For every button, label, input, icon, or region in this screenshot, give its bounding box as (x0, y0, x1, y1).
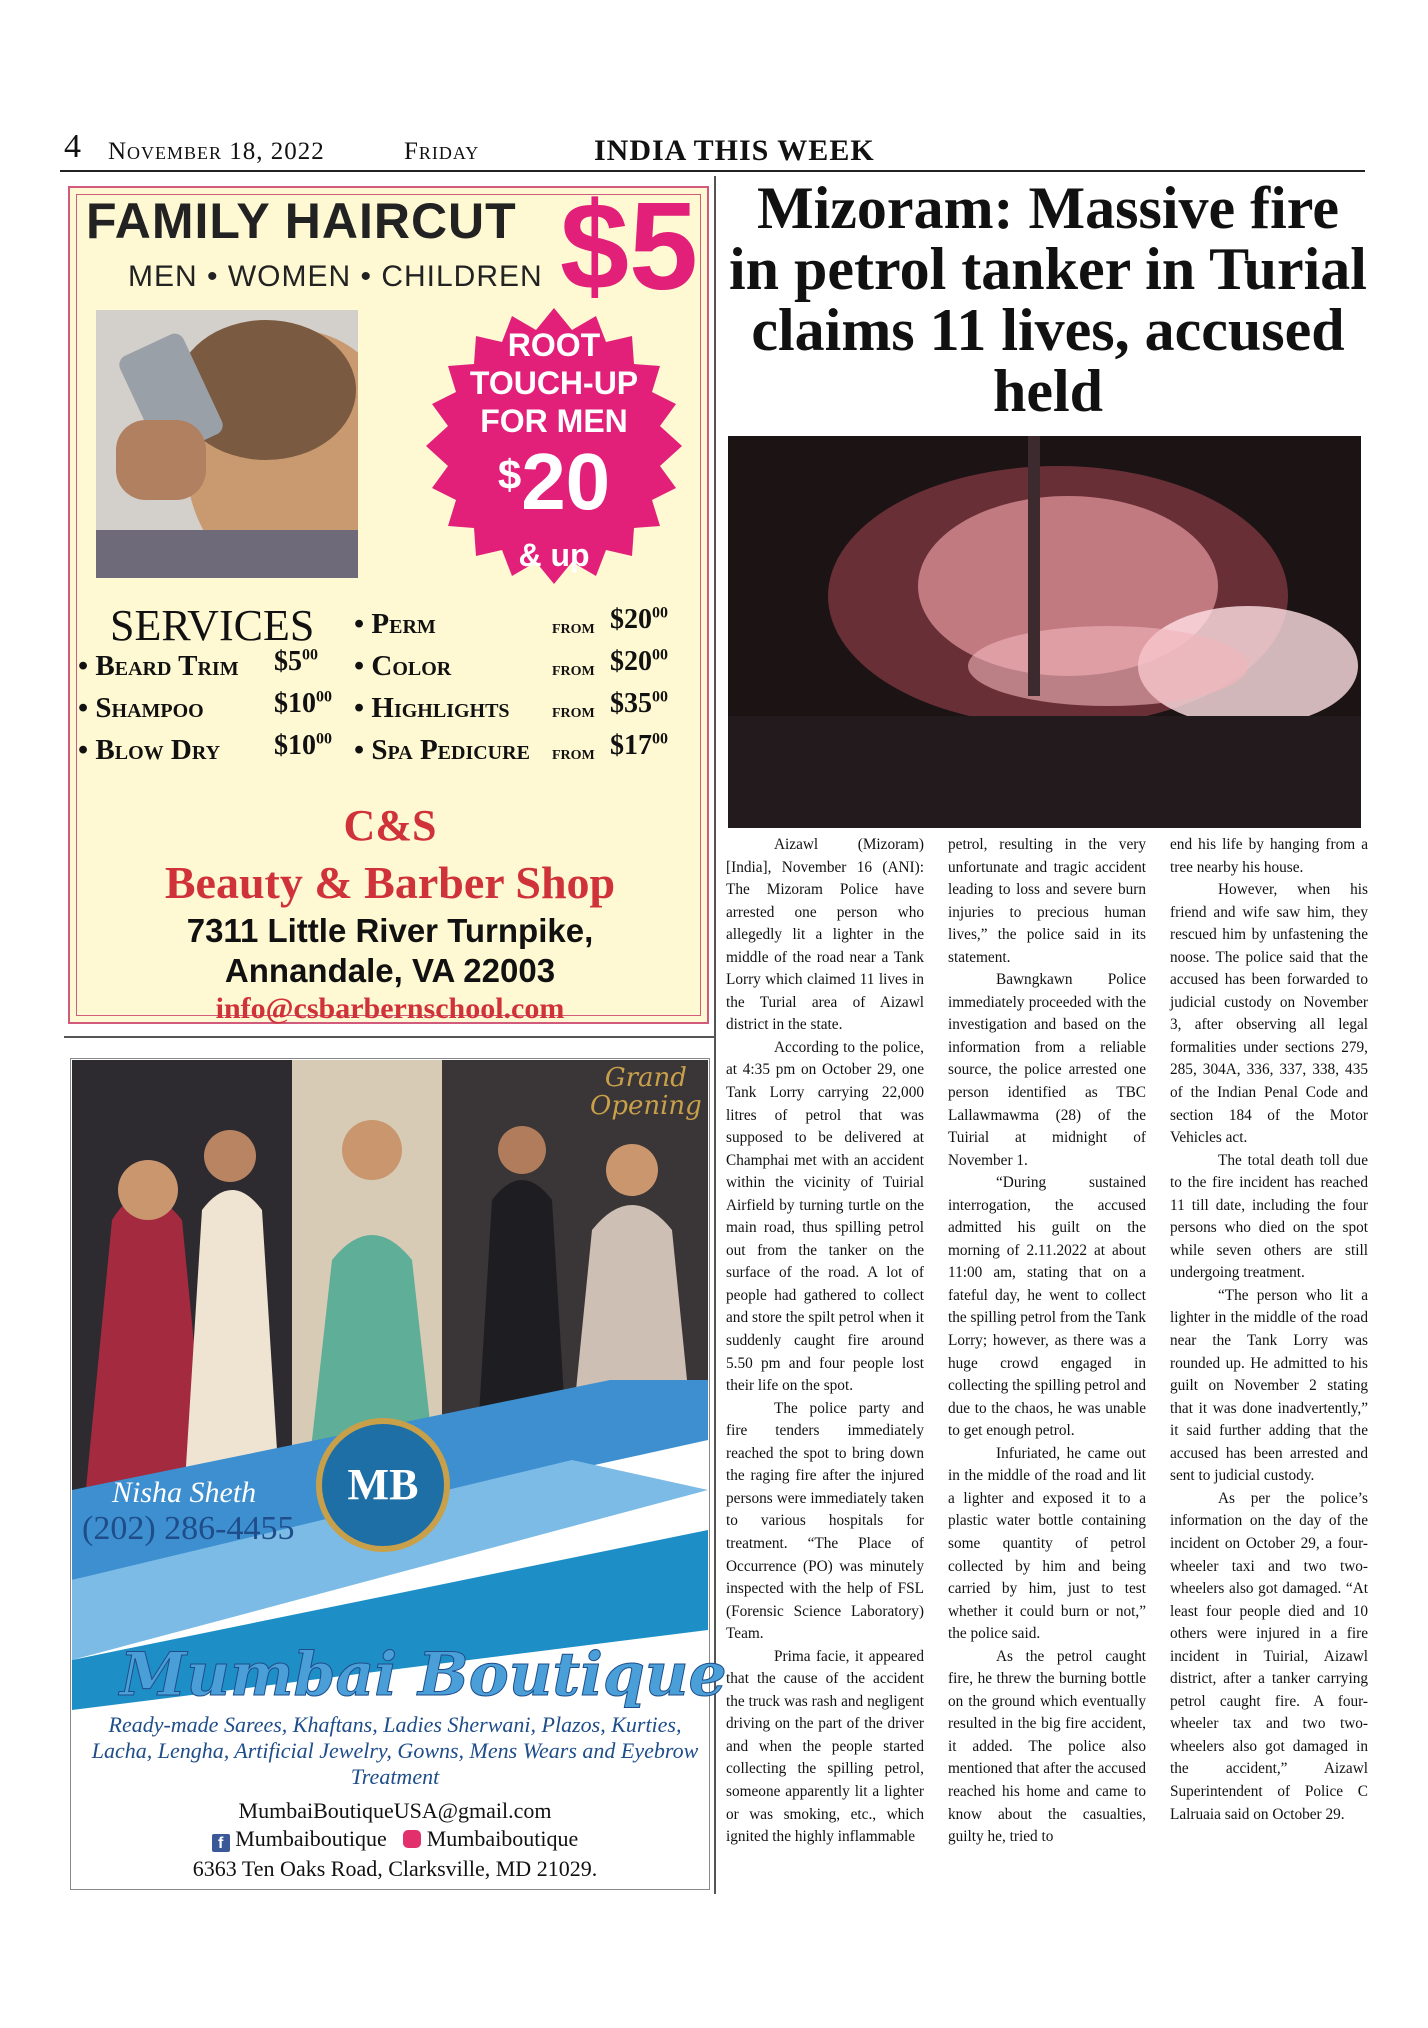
burst-suffix: & up (518, 537, 590, 573)
article-column-1 (726, 834, 924, 1849)
haircut-ad-subtitle: MEN • WOMEN • CHILDREN (128, 260, 543, 293)
article-paragraph: end his life by hanging from a tree nearby his house. (1170, 836, 1368, 876)
article-paragraph: As the petrol caught fire, he threw the burning bottle on the ground which eventually resulted in the big fire accident, it added. The police also mentioned that after the accused reached his home and came to know about the casualties, guilty he, tried to (948, 1647, 1146, 1846)
article-paragraph: The total death toll due to the fire incident has reached 11 till date, including the four persons who died on the spot while seven others are still undergoing treatment. (1170, 1151, 1368, 1282)
shop-address-line2: Annandale, VA 22003 (224, 952, 556, 989)
mb-logo: MB (316, 1418, 450, 1552)
haircut-ad-price: $5 (560, 178, 698, 316)
service-price: $\$35^{00}$ (610, 688, 668, 719)
article-paragraph: Bawngkawn Police immediately proceeded with the investigation and based on the information from a reliable source, the police arrested one person identified as TBC Lallawmawma (28) of the Tuirial at midnight of November 1. (948, 971, 1146, 1169)
haircut-ad-title: FAMILY HAIRCUT (86, 193, 517, 249)
service-item: • Highlights (354, 692, 510, 724)
service-item: • Spa Pedicure (354, 734, 530, 766)
service-price: $\$20^{00}$ (610, 604, 668, 635)
article-paragraph: However, when his friend and wife saw him, they rescued him by unfastening the noose. The police said that the accused has been forwarded to judicial custody on November 3, after observing all legal formalities under sections 279, 285, 304A, 336, 337, 338, 435 of the Indian Penal Code and section 184 of the Motor Vehicles act. (1170, 881, 1368, 1147)
burst-line1: ROOT (507, 327, 601, 363)
service-from: from (552, 700, 595, 722)
shop-name: Beauty & Barber Shop (164, 857, 616, 908)
article-column-2 (948, 834, 1146, 1849)
article-headline: Mizoram: Massive fire in petrol tanker in Turial claims 11 lives, accused held (729, 175, 1367, 424)
grand-opening-label (590, 1064, 702, 1120)
article-paragraph: Infuriated, he came out in the middle of the road and lit a lighter and exposed it to a plastic water bottle containing some quantity of petrol collected by him and being carried by him, just to test whether it could burn or not,” the police said. (948, 1444, 1146, 1643)
service-from: from (552, 742, 595, 764)
article-paragraph: “During sustained interrogation, the accused admitted his guilt on the morning of 2.11.2022 at about 11:00 am, stating that on a fateful day, he went to collect the spilling petrol from the Tank Lorry; however, as there was a huge crowd engaged in collecting the spilling petrol and due to the chaos, he was unable to get enough petrol. (948, 1174, 1146, 1440)
services-title: SERVICES (110, 601, 315, 650)
service-item: • Beard Trim (78, 650, 239, 682)
service-price: $\$5^{00}$ (274, 646, 318, 677)
facebook-handle[interactable]: Mumbaiboutique (235, 1826, 387, 1851)
haircut-photo-illustration (96, 310, 358, 578)
service-from: from (552, 616, 595, 638)
cs-logo: C&S (343, 801, 437, 850)
burst-price-value: 20 (521, 437, 611, 526)
fire-photo-illustration (728, 436, 1361, 828)
instagram-icon (403, 1830, 421, 1848)
service-from: from (552, 658, 595, 680)
boutique-phone[interactable]: (202) 286-4455 (82, 1510, 295, 1547)
boutique-name: Mumbai Boutique (120, 1640, 727, 1710)
publication-name: INDIA THIS WEEK (594, 134, 875, 167)
burst-line3: FOR MEN (480, 403, 628, 439)
shop-address-line1: 7311 Little River Turnpike, (186, 912, 594, 949)
burst-text (424, 326, 684, 573)
burst-price-dollar: $ (497, 451, 522, 498)
article-paragraph: “The person who lit a lighter in the middle of the road near the Tank Lorry was rounded up. He admitted to his guilt on November 2 stating that it was done inadvertently,” it said further adding that the accused has been arrested and sent to judicial custody. (1170, 1286, 1368, 1485)
contact-name: Nisha Sheth (112, 1476, 257, 1509)
article-column-3 (1170, 834, 1368, 1826)
service-price: $\$20^{00}$ (610, 646, 668, 677)
fire-photo (728, 436, 1361, 828)
service-item: • Color (354, 650, 452, 682)
article-paragraph: Aizawl (Mizoram) [India], November 16 (ANI): The Mizoram Police have arrested one person who allegedly lit a lighter in the middle of the road near a Tank Lorry which claimed 11 lives in the Turial area of Aizawl district in the state. (726, 836, 924, 1034)
grand-opening-line1: Grand (604, 1063, 687, 1093)
service-price: $\$10^{00}$ (274, 730, 332, 761)
page-number: 4 (64, 128, 81, 165)
column-divider (714, 176, 716, 1894)
service-price: $\$10^{00}$ (274, 688, 332, 719)
boutique-address: 6363 Ten Oaks Road, Clarksville, MD 21029. (192, 1856, 598, 1881)
facebook-icon: f (212, 1834, 230, 1852)
grand-opening-line2: Opening (590, 1091, 702, 1121)
issue-date: November 18, 2022 (108, 138, 325, 165)
boutique-email[interactable]: MumbaiBoutiqueUSA@gmail.com (238, 1798, 552, 1823)
burst-line2: TOUCH-UP (469, 365, 639, 401)
issue-day: Friday (404, 138, 480, 165)
service-price: $\$17^{00}$ (610, 730, 668, 761)
ad-divider (64, 1036, 714, 1038)
header-rule (60, 170, 1365, 172)
article-paragraph: As per the police’s information on the day of the incident on October 29, a four-wheeler taxi and two two-wheelers also got damaged. “At least four people died and 10 others were injured in a fire incident in Tuirial, Aizawl district, after a tanker carrying petrol caught fire. A four-wheeler tax and two two-wheelers also got damaged in the accident,” Aizawl Superintendent of Police C Lalruaia said on October 29. (1170, 1489, 1368, 1823)
boutique-description: Ready-made Sarees, Khaftans, Ladies Sherwani, Plazos, Kurties, Lacha, Lengha, Artificial Jewelry, Gowns, Mens Wears and Eyebrow Treatment (91, 1712, 699, 1789)
burst-price (424, 437, 684, 540)
service-item: • Blow Dry (78, 734, 221, 766)
boutique-social (80, 1826, 710, 1852)
article-paragraph: The police party and fire tenders immediately reached the spot to bring down the raging fire after the injured persons were immediately taken to various hospitals for treatment. “The Place of Occurrence (PO) was minutely inspected with the help of FSL (Forensic Science Laboratory) Team. (726, 1399, 924, 1643)
service-item: • Perm (354, 608, 436, 640)
article-paragraph: petrol, resulting in the very unfortunate and tragic accident leading to loss and severe burn injuries to precious human lives,” the police said in its statement. (948, 836, 1146, 966)
service-item: • Shampoo (78, 692, 204, 724)
article-paragraph: Prima facie, it appeared that the cause of the accident the truck was rash and negligent driving on the part of the driver and when the people started collecting the spilling petrol, someone apparently lit a lighter or was smoking, etc., which ignited the highly inflammable (726, 1647, 924, 1846)
shop-email[interactable]: info@csbarbernschool.com (215, 992, 565, 1025)
article-paragraph: According to the police, at 4:35 pm on October 29, one Tank Lorry carrying 22,000 litres of petrol that was supposed to be delivered at Champhai met with an accident within the vicinity of Tuirial Airfield by turning turtle on the main road, thus spilling petrol out from the tanker on the surface of the road. A lot of people had gathered to collect and store the spilt petrol when it suddenly caught fire around 5.50 pm and four people lost their life on the spot. (726, 1038, 924, 1395)
haircut-photo (96, 310, 358, 578)
instagram-handle[interactable]: Mumbaiboutique (426, 1826, 579, 1851)
